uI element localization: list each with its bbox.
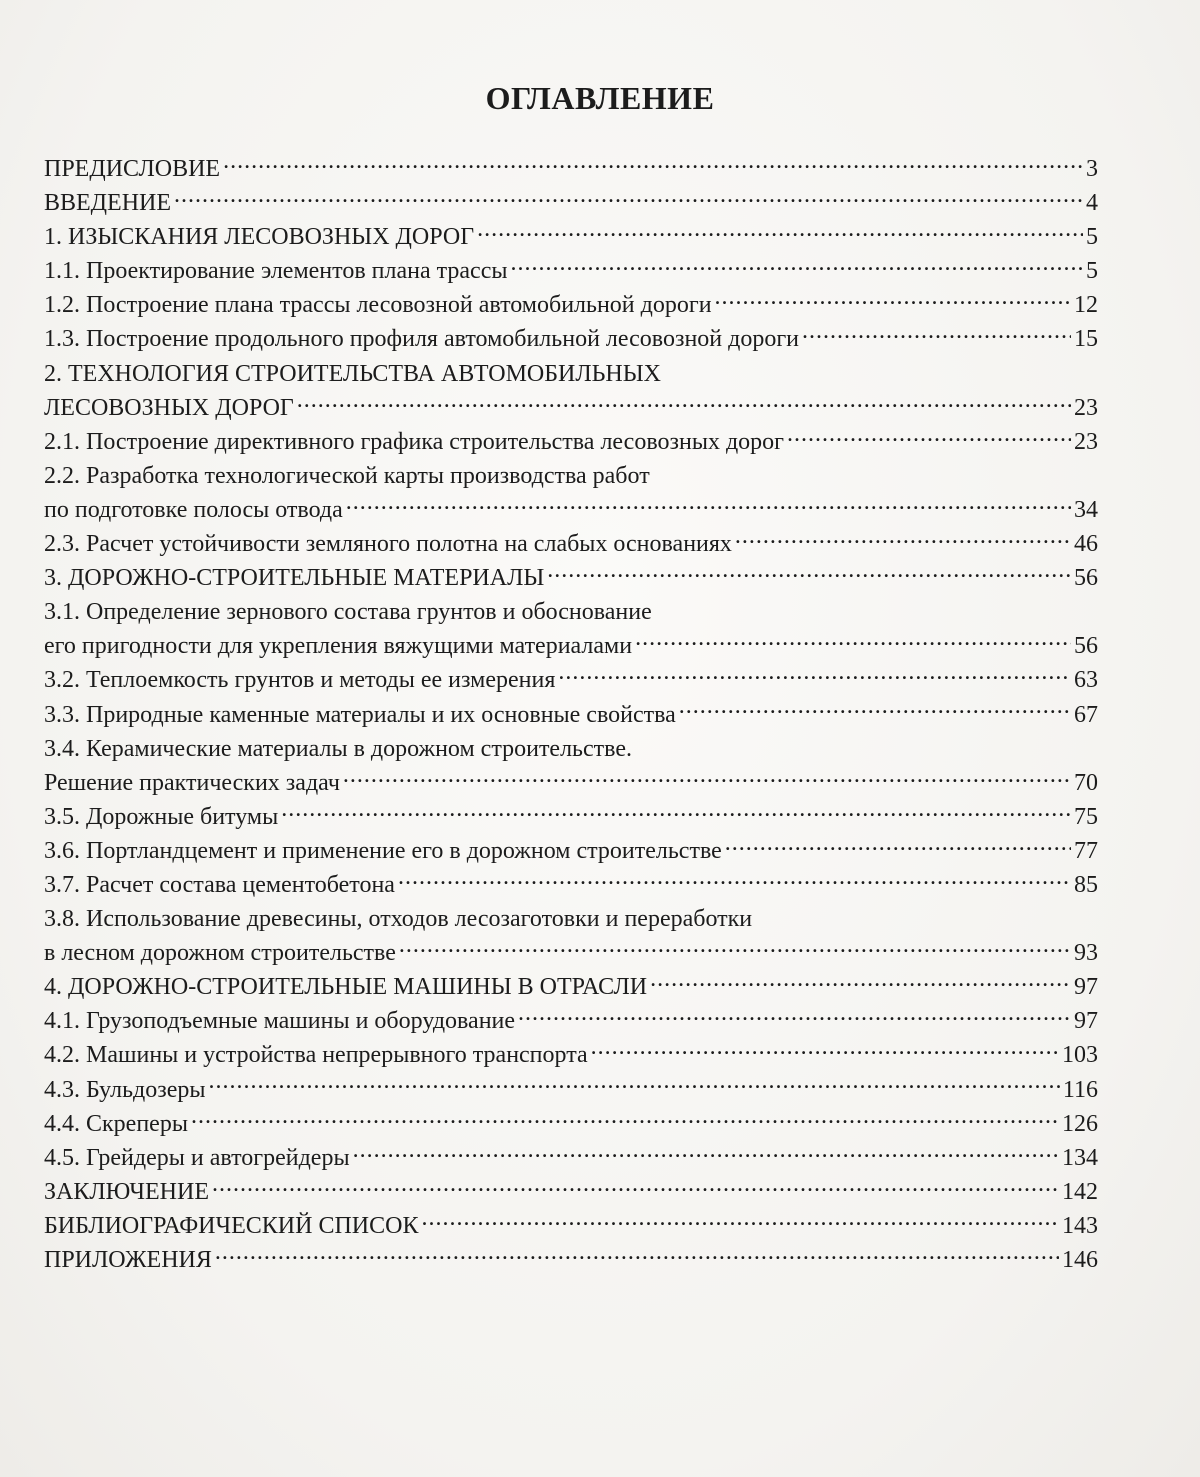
toc-page-number: 70 [1074,769,1098,796]
toc-entry [44,834,1098,868]
toc-entry [44,629,1098,663]
toc-entry [44,561,1098,595]
toc-page-number: 23 [1074,428,1098,455]
toc-entry [44,322,1098,356]
toc-page-number: 67 [1074,701,1098,728]
toc-leader-dots [398,868,1071,892]
page-title: ОГЛАВЛЕНИЕ [485,80,715,116]
toc-page-number: 85 [1074,871,1098,898]
toc-leader-dots [223,152,1083,176]
toc-entry [44,868,1098,902]
toc-page-number: 23 [1074,394,1098,421]
toc-page-number: 126 [1062,1110,1098,1137]
toc-entry [44,459,1098,493]
toc-leader-dots [635,629,1071,653]
toc-entry [44,288,1098,322]
toc-entry-label: 2.1. Построение директивного графика строительства лесовозных дорог [44,428,784,455]
toc-page-number: 146 [1062,1247,1098,1273]
toc-leader-dots [547,561,1071,585]
toc-entry [44,425,1098,459]
toc-leader-dots [591,1038,1059,1062]
toc-leader-dots [679,698,1071,722]
toc-entry [44,493,1098,527]
toc-entry [44,254,1098,288]
toc-entry-label: 2.2. Разработка технологической карты производства работ [44,462,650,489]
toc-page-number: 4 [1086,190,1098,217]
toc-entry-label: 1.2. Построение плана трассы лесовозной автомобильной дороги [44,292,712,319]
toc-page-number: 134 [1062,1144,1098,1171]
toc-leader-dots [191,1107,1059,1131]
toc-entry-label: по подготовке полосы отвода [44,496,343,523]
toc-entry [44,1141,1098,1175]
toc-entry-label: 3.5. Дорожные битумы [44,803,279,830]
toc-leader-dots [558,663,1071,687]
toc-entry [44,1004,1098,1038]
toc-entry-label: ЛЕСОВОЗНЫХ ДОРОГ [44,394,294,421]
toc-leader-dots [212,1175,1059,1199]
toc-page-number: 93 [1074,940,1098,967]
toc-entry-label: в лесном дорожном строительстве [44,940,396,967]
toc-entry [44,1243,1098,1277]
toc-entry-label: 3.4. Керамические материалы в дорожном строительстве. [44,735,632,762]
toc-entry [44,970,1098,1004]
toc-page-number: 56 [1074,633,1098,660]
toc-entry [44,766,1098,800]
toc-page-number: 77 [1074,837,1098,864]
toc-entry-label: 2.3. Расчет устойчивости земляного полотна на слабых основаниях [44,531,732,558]
toc-entry [44,698,1098,732]
toc-leader-dots [510,254,1083,278]
toc-leader-dots [715,288,1071,312]
toc-entry-label: ПРИЛОЖЕНИЯ [44,1247,212,1273]
toc-leader-dots [215,1243,1059,1267]
toc-entry [44,902,1098,936]
toc-page-number: 97 [1074,974,1098,1001]
toc-page-number: 56 [1074,565,1098,592]
toc-page-number: 75 [1074,803,1098,830]
toc-entry-label: 3.7. Расчет состава цементобетона [44,871,395,898]
toc-leader-dots [735,527,1071,551]
toc-entry-label: 1.3. Построение продольного профиля автомобильной лесовозной дороги [44,326,800,353]
toc-leader-dots [297,391,1071,415]
toc-entry [44,357,1098,391]
toc-entry-label: 3. ДОРОЖНО-СТРОИТЕЛЬНЫЕ МАТЕРИАЛЫ [44,565,545,592]
toc-entry-label: его пригодности для укрепления вяжущими материалами [44,633,633,660]
toc-page-number: 142 [1062,1178,1098,1205]
toc-entry [44,1038,1098,1072]
toc-entry-label: 3.2. Теплоемкость грунтов и методы ее измерения [44,667,556,694]
toc-page-number: 5 [1086,224,1098,251]
toc-entry [44,800,1098,834]
toc-entry-label: 4.2. Машины и устройства непрерывного транспорта [44,1042,588,1069]
toc-entry-label: ПРЕДИСЛОВИЕ [44,156,221,182]
toc-entry-label: Решение практических задач [44,769,340,796]
toc-entry-label: 2. ТЕХНОЛОГИЯ СТРОИТЕЛЬСТВА АВТОМОБИЛЬНЫХ [44,360,662,387]
toc-entry [44,1175,1098,1209]
toc-page-number: 103 [1062,1042,1098,1069]
toc-entry-label: БИБЛИОГРАФИЧЕСКИЙ СПИСОК [44,1212,419,1239]
toc-leader-dots [209,1073,1060,1097]
toc-leader-dots [281,800,1071,824]
toc-page-number: 97 [1074,1008,1098,1035]
toc-leader-dots [353,1141,1059,1165]
toc-entry [44,1107,1098,1141]
toc-page-number: 3 [1086,156,1098,182]
toc-leader-dots [399,936,1071,960]
toc-entry [44,1209,1098,1243]
toc-entry-label: 4. ДОРОЖНО-СТРОИТЕЛЬНЫЕ МАШИНЫ В ОТРАСЛИ [44,974,648,1001]
toc-leader-dots [477,220,1083,244]
toc-entry [44,152,1098,186]
toc-entry-label: ЗАКЛЮЧЕНИЕ [44,1178,209,1205]
toc-leader-dots [174,186,1083,210]
toc-leader-dots [787,425,1071,449]
toc-page-number: 34 [1074,496,1098,523]
toc-leader-dots [725,834,1071,858]
toc-leader-dots [650,970,1071,994]
toc-page-number: 12 [1074,292,1098,319]
toc-entry-label: 4.1. Грузоподъемные машины и оборудование [44,1008,516,1035]
toc-leader-dots [802,322,1071,346]
toc-entry [44,663,1098,697]
toc-entry [44,527,1098,561]
toc-entry [44,595,1098,629]
toc-entry-label: 1.1. Проектирование элементов плана трассы [44,258,508,285]
toc-page-number: 63 [1074,667,1098,694]
toc-leader-dots [518,1004,1071,1028]
toc-entry-label: 3.6. Портландцемент и применение его в дорожном строительстве [44,837,722,864]
toc-entry-label: 4.5. Грейдеры и автогрейдеры [44,1144,350,1171]
toc-entry-label: 3.1. Определение зернового состава грунтов и обоснование [44,599,652,626]
toc-entry [44,220,1098,254]
toc-page-number: 116 [1062,1076,1098,1103]
toc-page-number: 15 [1074,326,1098,353]
toc-entry-label: 1. ИЗЫСКАНИЯ ЛЕСОВОЗНЫХ ДОРОГ [44,224,475,251]
toc-entry [44,936,1098,970]
table-of-contents [44,152,1098,1277]
toc-entry [44,1073,1098,1107]
toc-leader-dots [343,766,1071,790]
toc-entry [44,391,1098,425]
toc-entry-label: 4.3. Бульдозеры [44,1076,206,1103]
toc-page-number: 5 [1086,258,1098,285]
toc-entry-label: ВВЕДЕНИЕ [44,190,172,217]
toc-page-number: 46 [1074,531,1098,558]
toc-page-number: 143 [1062,1212,1098,1239]
toc-entry-label: 3.3. Природные каменные материалы и их основные свойства [44,701,676,728]
toc-entry [44,186,1098,220]
toc-entry [44,732,1098,766]
toc-leader-dots [346,493,1071,517]
toc-leader-dots [421,1209,1059,1233]
toc-entry-label: 3.8. Использование древесины, отходов лесозаготовки и переработки [44,906,753,933]
toc-entry-label: 4.4. Скреперы [44,1110,188,1137]
